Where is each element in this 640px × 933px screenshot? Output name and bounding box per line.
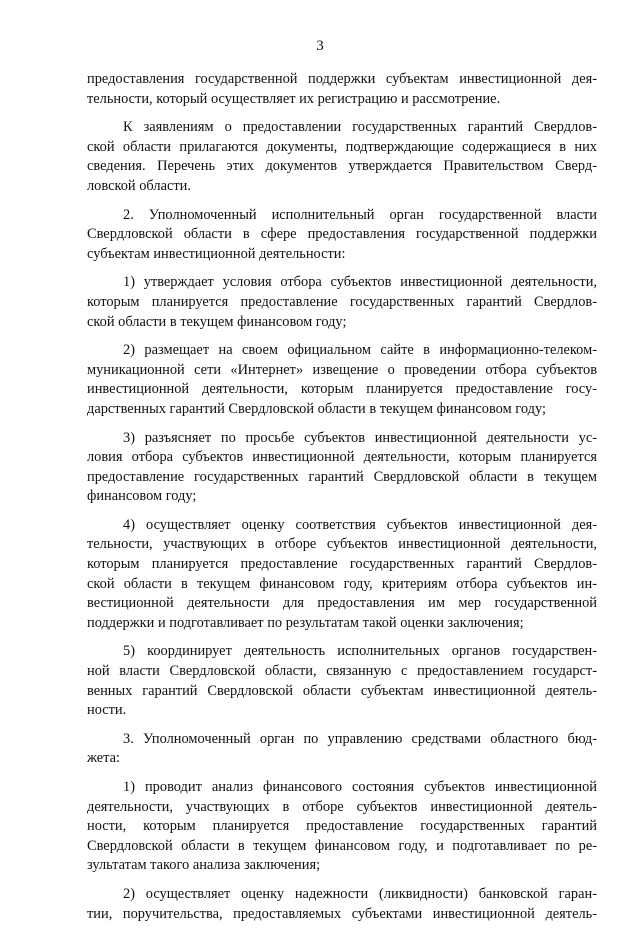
paragraph bbox=[87, 206, 597, 265]
text-line: деятельности, участвующих в отборе субъектов инвестиционной деятель- bbox=[87, 798, 597, 815]
text-line: вестиционной деятельности для предоставления им мер государственной bbox=[87, 595, 597, 612]
text-line: предоставление государственных гарантий Свердловской области в текущем bbox=[87, 468, 597, 485]
text-line: зультатам такого анализа заключения; bbox=[87, 857, 321, 874]
text-line: ловской области. bbox=[87, 177, 191, 194]
document-body bbox=[87, 70, 597, 933]
text-line: 1) утверждает условия отбора субъектов инвестиционной деятельности, bbox=[123, 274, 597, 291]
text-line: 3. Уполномоченный орган по управлению средствами областного бюд- bbox=[123, 730, 597, 747]
text-line: тельности, который осуществляет их регистрацию и рассмотрение. bbox=[87, 90, 501, 107]
paragraph bbox=[87, 341, 597, 419]
paragraph bbox=[87, 429, 597, 507]
text-line: ной власти Свердловской области, связанную с предоставлением государст- bbox=[87, 663, 597, 680]
text-line: ности, которым планируется предоставление государственных гарантий bbox=[87, 818, 597, 835]
text-line: поддержки и подготавливает по результатам такой оценки заключения; bbox=[87, 614, 524, 631]
text-line: 2) осуществляет оценку надежности (ликвидности) банковской гаран- bbox=[123, 885, 597, 902]
text-line: 2) размещает на своем официальном сайте в информационно-телеком- bbox=[123, 342, 597, 359]
text-line: 2. Уполномоченный исполнительный орган государственной власти bbox=[123, 206, 597, 223]
text-line: муникационной сети «Интернет» извещение о проведении отбора субъектов bbox=[87, 361, 597, 378]
text-line: предоставления государственной поддержки субъектам инвестиционной дея- bbox=[87, 71, 597, 87]
text-line: финансовом году; bbox=[87, 488, 197, 505]
text-line: которым планируется предоставление государственных гарантий Свердлов- bbox=[87, 293, 597, 310]
paragraph bbox=[87, 778, 597, 876]
paragraph bbox=[87, 118, 597, 196]
paragraph bbox=[87, 273, 597, 332]
text-line: субъектам инвестиционной деятельности: bbox=[87, 245, 346, 262]
paragraph bbox=[87, 730, 597, 769]
text-line: ской области в текущем финансовом году, критериям отбора субъектов ин- bbox=[87, 575, 597, 592]
text-line: ловия отбора субъектов инвестиционной деятельности, которым планируется bbox=[87, 449, 597, 466]
text-line: Свердловской области в сфере предоставления государственной поддержки bbox=[87, 226, 597, 243]
text-line: инвестиционной деятельности, которым планируется предоставление госу- bbox=[87, 381, 597, 398]
text-line: дарственных гарантий Свердловской области в текущем финансовом году; bbox=[87, 400, 546, 417]
text-line: 3) разъясняет по просьбе субъектов инвестиционной деятельности ус- bbox=[123, 429, 597, 446]
text-line: которым планируется предоставление государственных гарантий Свердлов- bbox=[87, 556, 597, 573]
paragraph bbox=[87, 70, 597, 109]
text-line: Свердловской области в текущем финансовом году, и подготавливает по ре- bbox=[87, 837, 597, 854]
page-number: 3 bbox=[316, 38, 324, 54]
text-line: венных гарантий Свердловской области субъектам инвестиционной деятель- bbox=[87, 682, 597, 699]
text-line: сведения. Перечень этих документов утверждается Правительством Сверд- bbox=[87, 158, 597, 175]
text-line: 5) координирует деятельность исполнительных органов государствен- bbox=[123, 643, 597, 660]
text-line: тельности, участвующих в отборе субъектов инвестиционной деятельности, bbox=[87, 536, 597, 553]
text-line: К заявлениям о предоставлении государственных гарантий Свердлов- bbox=[123, 119, 597, 136]
text-line: жета: bbox=[87, 750, 120, 767]
text-line: тии, поручительства, предоставляемых субъектами инвестиционной деятель- bbox=[87, 905, 597, 922]
text-line: ской области прилагаются документы, подтверждающие содержащиеся в них bbox=[87, 138, 597, 155]
text-line: 4) осуществляет оценку соответствия субъектов инвестиционной дея- bbox=[123, 516, 597, 533]
paragraph bbox=[87, 642, 597, 720]
text-line: ской области в текущем финансовом году; bbox=[87, 313, 347, 330]
text-line: ности. bbox=[87, 702, 127, 719]
paragraph bbox=[87, 516, 597, 634]
text-line: 1) проводит анализ финансового состояния субъектов инвестиционной bbox=[123, 779, 597, 795]
